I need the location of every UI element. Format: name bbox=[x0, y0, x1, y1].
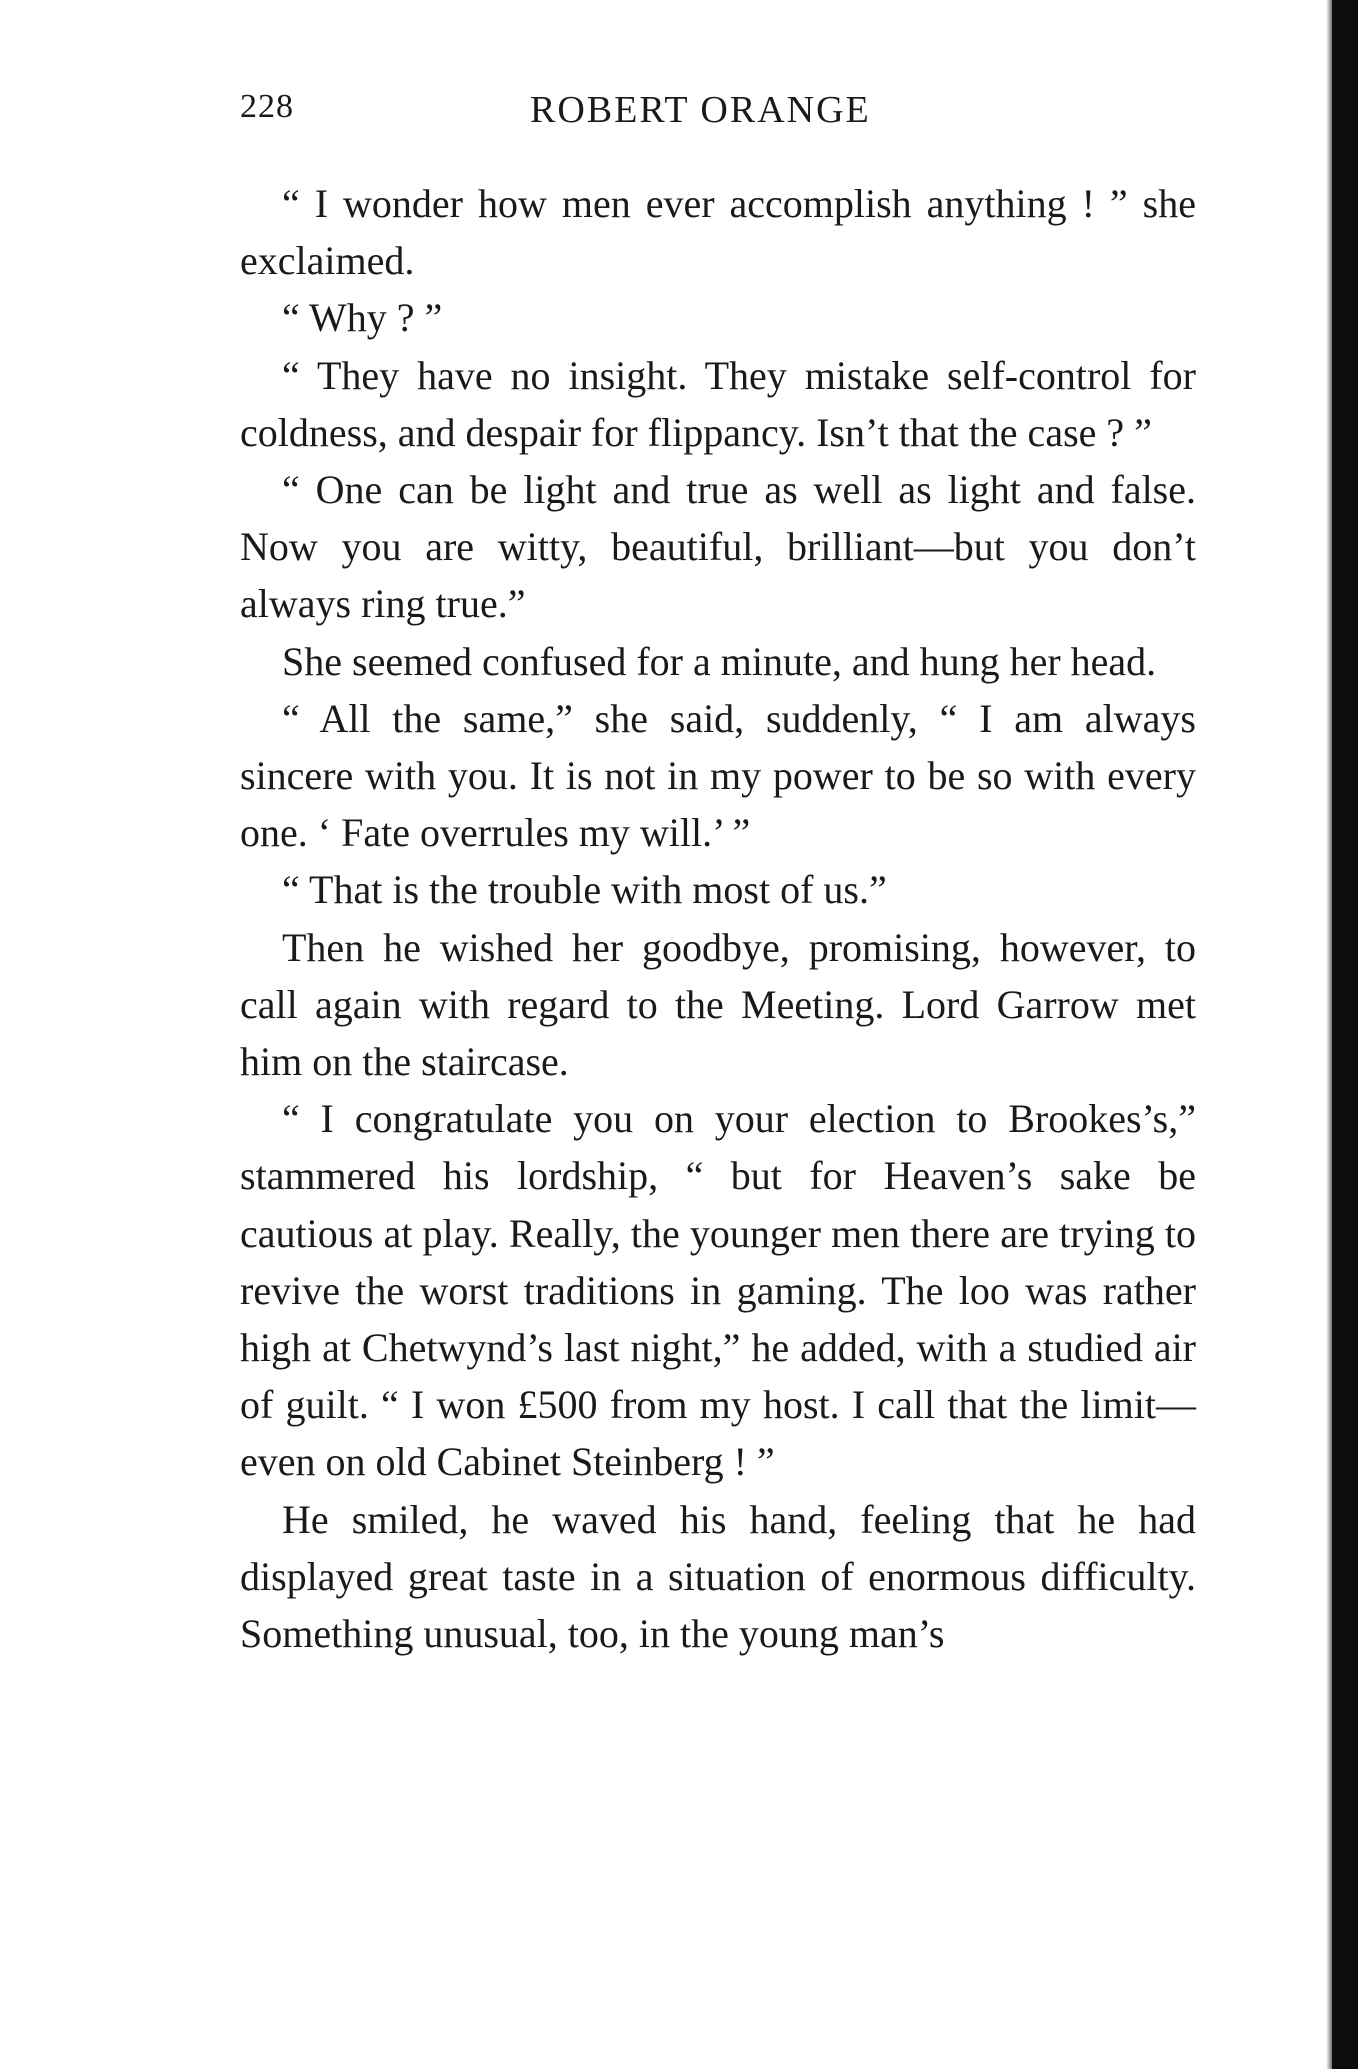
paragraph-3: “ They have no insight. They mistake self-control for coldness, and despair for flippancy. Isn’t that the case ? ” bbox=[240, 352, 1196, 455]
page-header bbox=[240, 88, 1196, 138]
running-title: ROBERT ORANGE bbox=[530, 89, 871, 131]
paragraph-9: “ I congratulate you on your election to Brookes’s,” stammered his lordship, “ but for Heaven’s sake be cautious at play. Really, the younger men there are trying to revive the worst traditions in gaming. The loo was rather high at Chetwynd’s last night,” he added, with a studied air of guilt. “ I won £500 from my host. I call that the limit—even on old Cabinet Steinberg ! ” bbox=[240, 1096, 1196, 1485]
paragraph-1: “ I wonder how men ever accomplish anything ! ” she exclaimed. bbox=[240, 181, 1196, 284]
paragraph-2: “ Why ? ” bbox=[282, 295, 443, 341]
page-number: 228 bbox=[240, 88, 294, 125]
paragraph-8: Then he wished her goodbye, promising, however, to call again with regard to the Meeting. Lord Garrow met him on the staircase. bbox=[240, 924, 1196, 1085]
page-edge-binding bbox=[1332, 0, 1358, 2069]
paragraph-10: He smiled, he waved his hand, feeling that he had displayed great taste in a situation of enormous difficulty. Something unusual, too, in the young man’s bbox=[240, 1496, 1196, 1657]
paragraph-5: She seemed confused for a minute, and hung her head. bbox=[282, 638, 1157, 684]
paragraph-7: “ That is the trouble with most of us.” bbox=[282, 867, 887, 913]
paragraph-4: “ One can be light and true as well as light and false. Now you are witty, beautiful, brilliant—but you don’t always ring true.” bbox=[240, 467, 1196, 627]
body-text bbox=[240, 175, 1196, 1662]
paragraph-6: “ All the same,” she said, suddenly, “ I am always sincere with you. It is not in my power to be so with every one. ‘ Fate overrules my will.’ ” bbox=[240, 695, 1196, 856]
